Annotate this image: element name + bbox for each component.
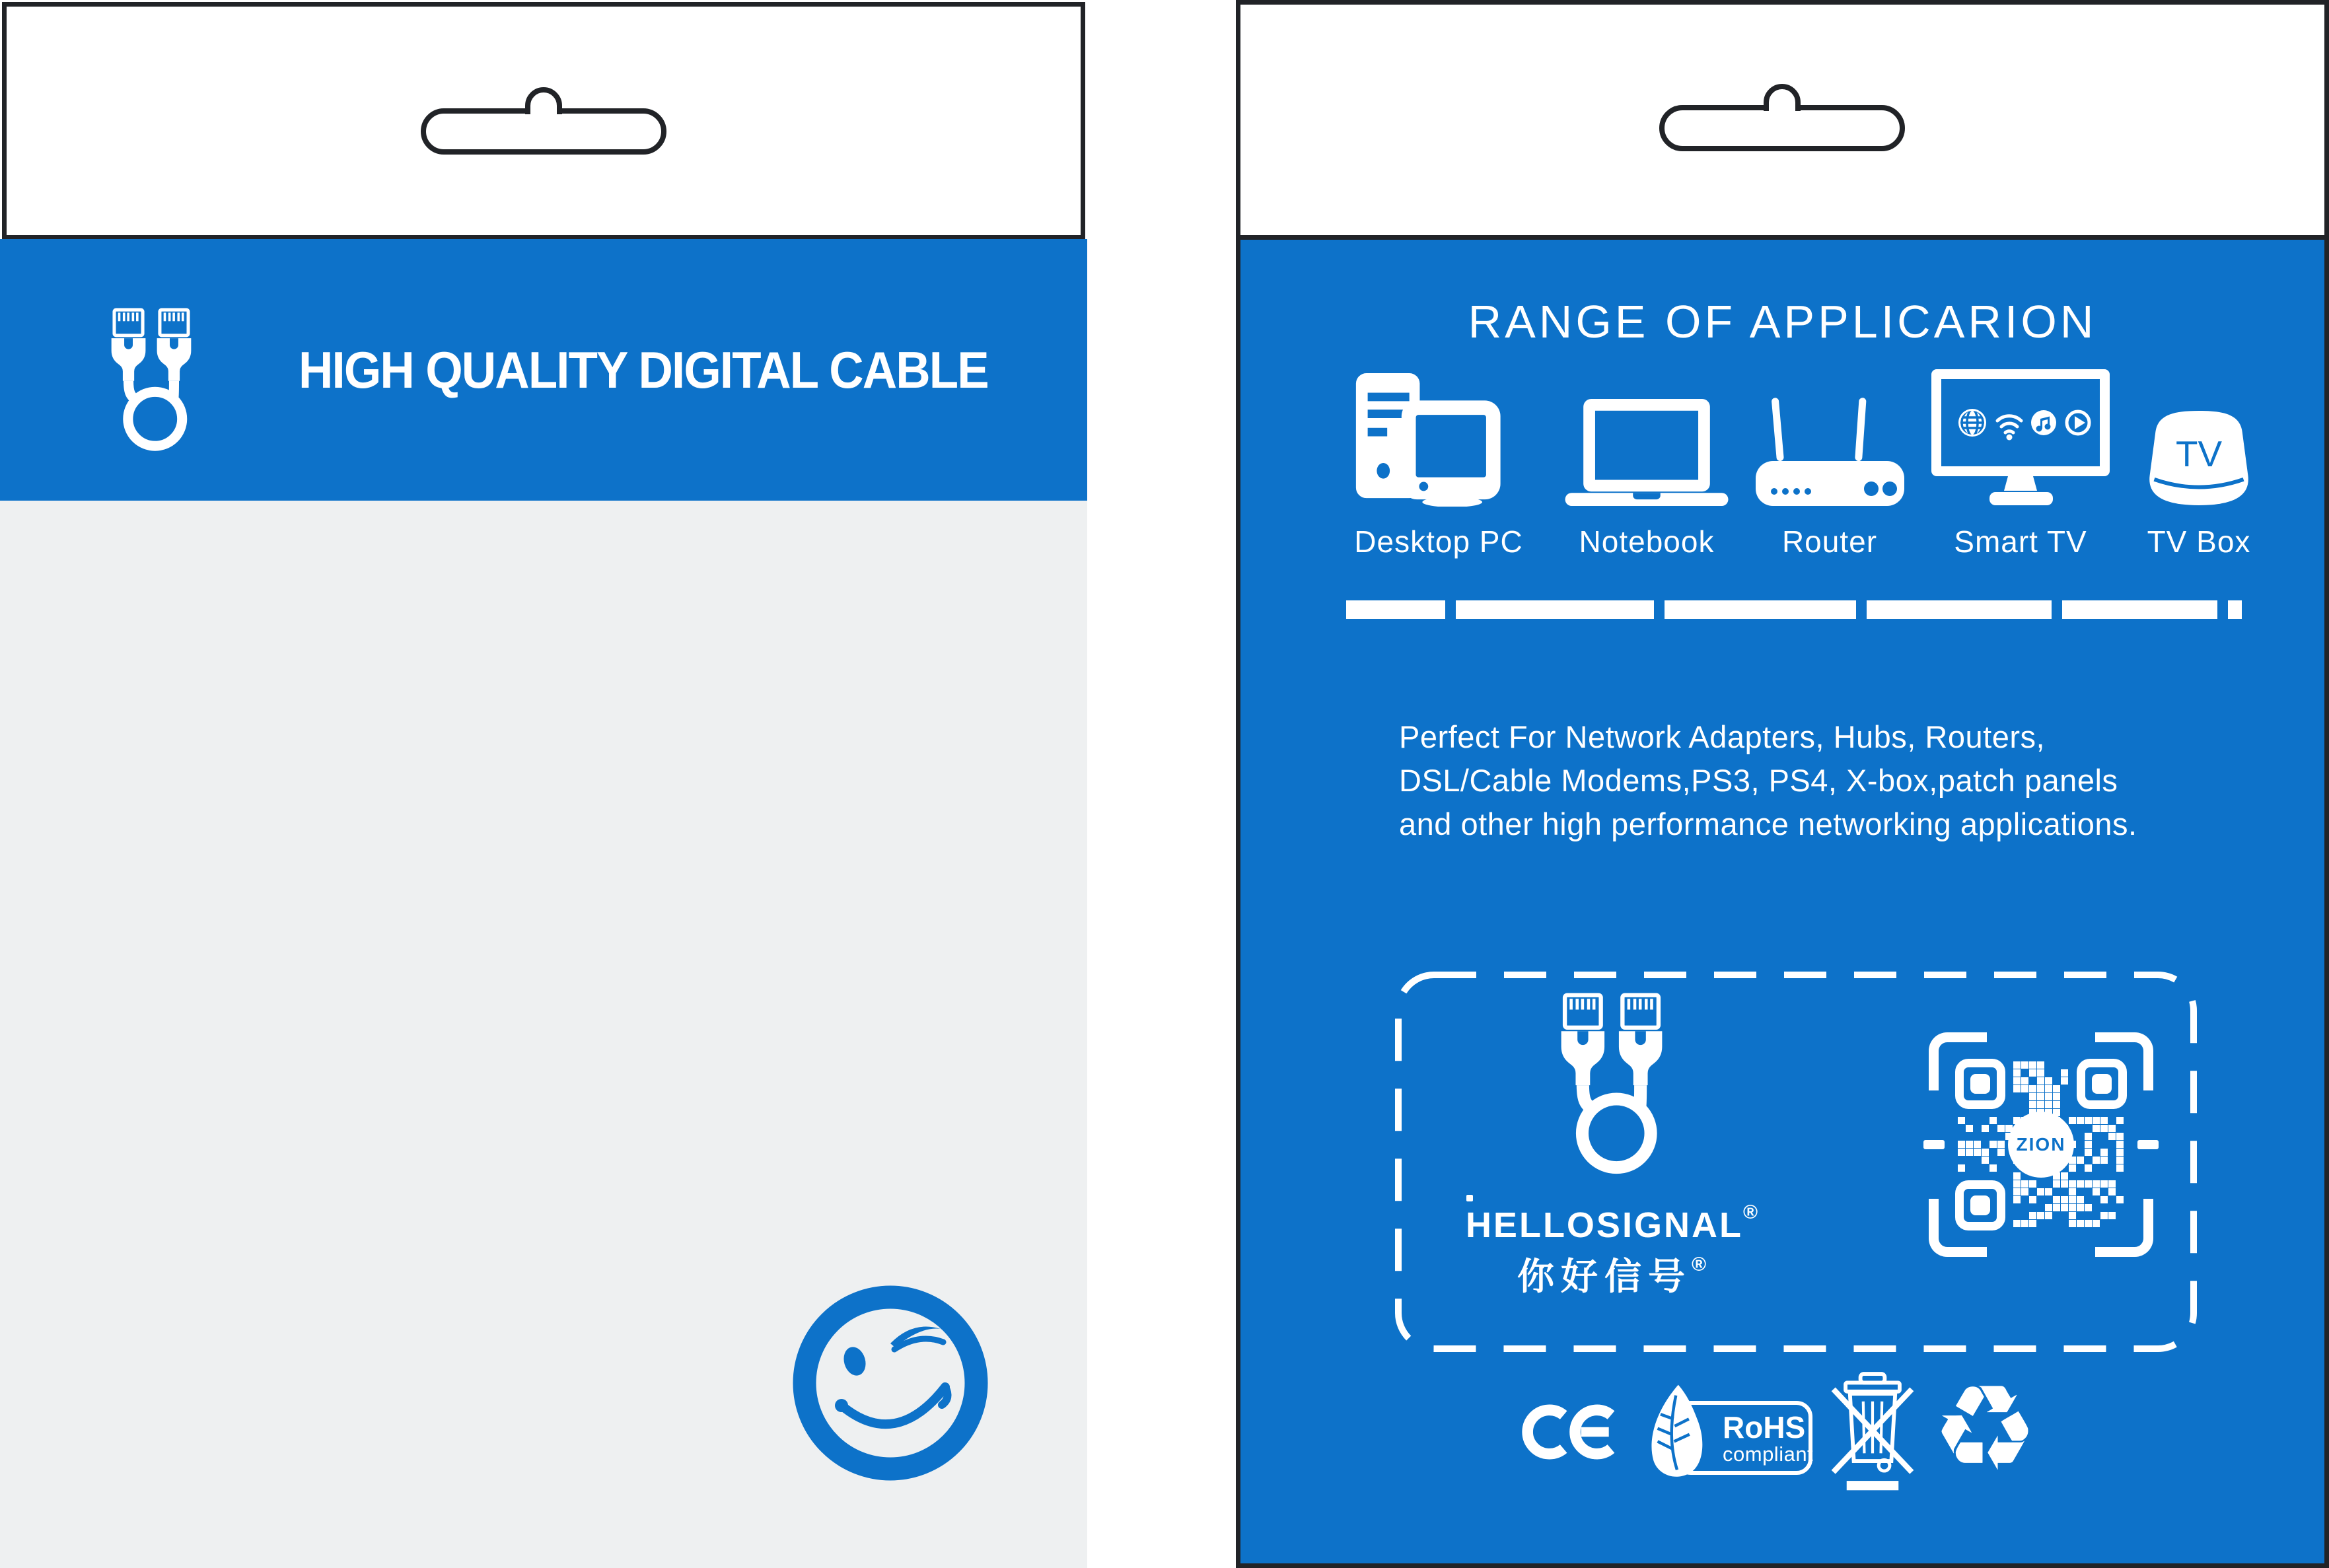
smart-tv-icon [1931, 369, 2110, 507]
rohs-subtitle: compliant [1723, 1443, 1814, 1466]
tv-box-icon [2137, 410, 2260, 507]
qr-finder-icon [1955, 1059, 2005, 1109]
euro-hang-slot-icon [1643, 80, 1921, 154]
ethernet-cable-loop-icon [1546, 993, 1678, 1179]
registered-mark: ® [1742, 1201, 1758, 1223]
device-router [1752, 367, 1907, 507]
desktop-pc-icon [1351, 373, 1526, 507]
device-notebook [1561, 367, 1733, 507]
front-body-area [0, 501, 1087, 1568]
brand-chinese-name [1414, 1248, 1810, 1301]
back-panel [1236, 0, 2329, 1568]
recycle-icon: ♻ [1931, 1360, 2038, 1498]
rohs-title: RoHS [1723, 1410, 1806, 1444]
device-label-smart-tv: Smart TV [1954, 524, 2087, 559]
winking-smiley-icon [791, 1284, 989, 1482]
device-label-desktop-pc: Desktop PC [1354, 524, 1523, 559]
brand-wordmark [1414, 1201, 1810, 1246]
device-label-notebook: Notebook [1579, 524, 1715, 559]
tv-box-label: TV [2175, 433, 2223, 475]
front-header-card [2, 2, 1085, 240]
dashed-divider [1346, 596, 2242, 623]
front-blue-band [0, 239, 1087, 501]
qr-tick-icon [2137, 1140, 2159, 1149]
description-line-2: DSL/Cable Modems,PS3, PS4, X-box,patch panels [1399, 763, 2118, 798]
description-line-3: and other high performance networking applications. [1399, 806, 2137, 841]
device-smart-tv [1925, 367, 2116, 507]
qr-center-label: ZION [2008, 1112, 2074, 1178]
ethernet-cable-loop-icon [99, 308, 203, 455]
logo-h-dot [1466, 1195, 1473, 1201]
device-label-tv-box: TV Box [2147, 524, 2251, 559]
ce-mark-icon [1522, 1401, 1624, 1463]
brand-chinese-text: 你好信号 [1517, 1256, 1692, 1297]
notebook-icon [1564, 399, 1729, 507]
front-panel [0, 0, 1087, 1568]
back-header-card [1240, 5, 2324, 240]
qr-finder-icon [2077, 1059, 2127, 1109]
qr-finder-icon [1955, 1180, 2005, 1230]
rohs-badge [1635, 1376, 1834, 1498]
device-desktop-pc [1343, 367, 1534, 507]
registered-mark: ® [1691, 1254, 1707, 1275]
leaf-icon [1641, 1382, 1713, 1483]
qr-tick-icon [1923, 1140, 1945, 1149]
device-label-router: Router [1781, 524, 1878, 559]
brand-name: HELLOSIGNAL [1465, 1205, 1743, 1245]
front-headline: HIGH QUALITY DIGITAL CABLE [299, 340, 988, 399]
device-tv-box [2133, 367, 2265, 507]
weee-bin-icon [1826, 1371, 1919, 1495]
euro-hang-slot-icon [405, 83, 682, 157]
description-paragraph [1399, 715, 2238, 846]
qr-code [1929, 1032, 2153, 1257]
description-line-1: Perfect For Network Adapters, Hubs, Routers, [1399, 719, 2046, 754]
router-icon [1756, 398, 1904, 507]
back-title: RANGE OF APPLICARION [1468, 296, 2097, 347]
